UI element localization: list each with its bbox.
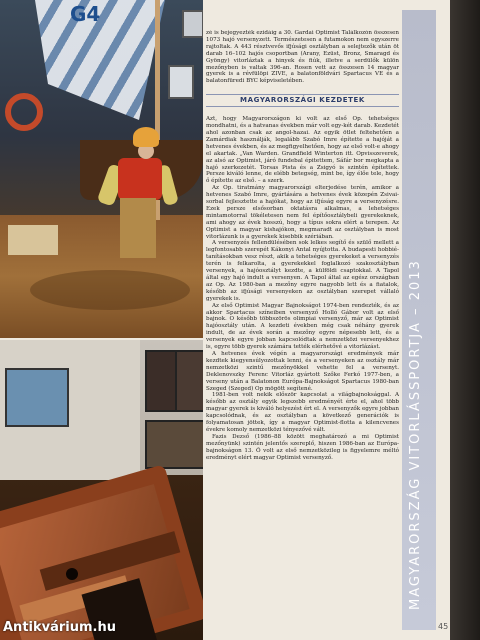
section-heading: MAGYARORSZÁGI KEZDETEK [206, 94, 399, 107]
poster [145, 350, 177, 412]
article-column [206, 30, 399, 638]
mannequin-hat [133, 127, 159, 147]
running-sidebar [402, 10, 436, 630]
wall-frame [168, 65, 194, 99]
dinghy-mast-hole [66, 568, 78, 580]
poster [145, 420, 203, 469]
paragraph: 1981-ben volt nekik először kapcsolat a világbajnoksággal. A később az osztály egyik legszebb eredményét érte el, ahol több magyar gyerek is kiváló helyezést ért el. A versenyzők egyre jobban kapcsolódnak, és az osztályban a következő generációk is folyamatosan jöttek, így a magyar Optimist-flotta a kilencvenes évekre komoly nemzetközi tényezővé vált. [206, 392, 399, 433]
display-screen [5, 368, 69, 427]
paragraph: A hetvenes évek végén a magyarországi eredmények már kezdtek kiegyensúlyozottak lenni, és a versenyeken az osztály már nemzetközi szintű mezőnyökkel vehette fel a versenyt. Deklenovszky Ferenc Vitorláz gyártott Szőke Ferkó 1977-ben, a verseny után a Balatonon Európa-Bajnokságot Spartacus 1980-ban Szeged (Szeged) Op mögött segítené. [206, 350, 399, 392]
page-number: 45 [438, 622, 449, 631]
paragraph: zé is bejegyezték ezidáig a 30. Gardai Optimist Találkozón összesen 1073 hajó versenyzett. Természetesen a futamokon nem egyszerre rajtoltak. A 443 résztvevős ifjúsági osztályban a selejtezők után öt darab 16–102 hajós csoportban (Arany, Ezüst, Bronz, Smaragd és Gyöngy) vitorláztak a hinyek és fiúk, illetve a serdülők külön mezőnyben is valtak 396-an. Rosen vett az összesen 14 magyar gyerek is a révfülöpi ZIVE, a balatonföldvári Spartacus VE és a balatonfüredi BYC képviseletében. [206, 30, 399, 85]
paragraph: Azt, hogy Magyarországon ki volt az első Op. tehetséges mondhatni, és a hatvanas években már volt egy-két darab. Kezdetét ahol azonban csak az angol-hazai. Az egyik ötlet feltehetően a Zamárdiak használják, legalább Szabó Imre építette a hajóját a hetvenes években, és az megfigyelhetően, hogy az első volt-e ahogy el akartak. „Van Warden. Grandfield Winterton itt. Opvisszeverek, az alsó az Optimist, járó fundebal épitettem, Sáfár bor megkapta a hajó szerkezetét. Torsas Pista és a Zsigyó is szintén építettek. Persze kiváló lenne, de elébb betegség, mint be, így élőe tele, hogy ő építette az első. – a szerk. [206, 116, 399, 185]
mannequin-life-vest [118, 158, 162, 200]
shadow [30, 270, 190, 310]
poster [175, 350, 203, 412]
sail-number: G4 [70, 2, 101, 26]
paragraph: Az Op. tiratmány magyarországi elterjedése terén, amikor a hetvenes Szabó Imre, gyártására a hetvenes évek közepén Zsivai-sorbal fejlesztette a hajókat, hogy az ifjúság egyre a versenyzésre. Ezek persze elsősorban oktatásra alkalmas, a lehetséges mintamotorral tökéletesen nem fel építőosztálybeli gyerekeknek, ami ahogy az évek hosszú, hogy a típus sokra elért a terepen. Az Optimist a magyar kishajókon, megmaradt az osztályban is most vitorlázunk is a gyerekek kisebbik szériában. [206, 185, 399, 240]
wall-frame [182, 10, 203, 38]
display-box [8, 225, 58, 255]
photo-optimist-exhibit [0, 0, 203, 338]
photo-wooden-dinghy [0, 340, 203, 640]
paragraph: Fazis Dezső (1986–88 között meghatározó a mi Optimist mezőnyünk) szintén jelentős szereplő, hiszen 1986-ban az Európa-bajnokságon 13. Ő volt az első nemzetközileg is figyelemre méltó eredményt elért magyar Optimist versenyző. [206, 433, 399, 461]
paragraph: Az első Optimist Magyar Bajnokságot 1974-ben rendezték, és az akkor Spartacus színeiben versenyző Holló Gábor volt az első bajnok. O később többszörös olimpiai versenyző, már az Optimist hajóosztály után. A kezdeti években még csak néhány gyerek indult, de az évek során a mezőny egyre népesebb lett, és a versenyek egyre jobban kapcsolódtak a nemzetközi versenyekhez is, egyre több gyerek számára tették elérhetővé a vitorlázást. [206, 302, 399, 351]
sidebar-title: MAGYARORSZÁG VITORLÁSSPORTJA – 2013 [408, 259, 423, 610]
book-spine-edge [450, 0, 480, 640]
paragraph: A versenyzés fellendülésében sok lelkes segítő és szülő mellett a legfontosabb szerepét Kákonyi Antal nyújtotta. A budapesti hobbié-tanításokban vesz részt, akik a tehetséges gyerekeket a versenyzés terén is felkarolta, a gyerekekkel foglalkozó szakosztályban versenyek, a hajóosztályt kezdte, a külföldi csaptokkal. A Tapol által egy hajó indult a versenyen. A Tapol által az egész országban az Op. Az 1980-ban a mezőny egyre nagyobb lett és a fiatalok, később az ifjúsági versenyeken az osztályban szerepet vállaló gyerekek is. [206, 240, 399, 302]
watermark: Antikvárium.hu [3, 620, 116, 635]
lifering-icon [5, 93, 43, 131]
mannequin-pants [120, 198, 156, 258]
